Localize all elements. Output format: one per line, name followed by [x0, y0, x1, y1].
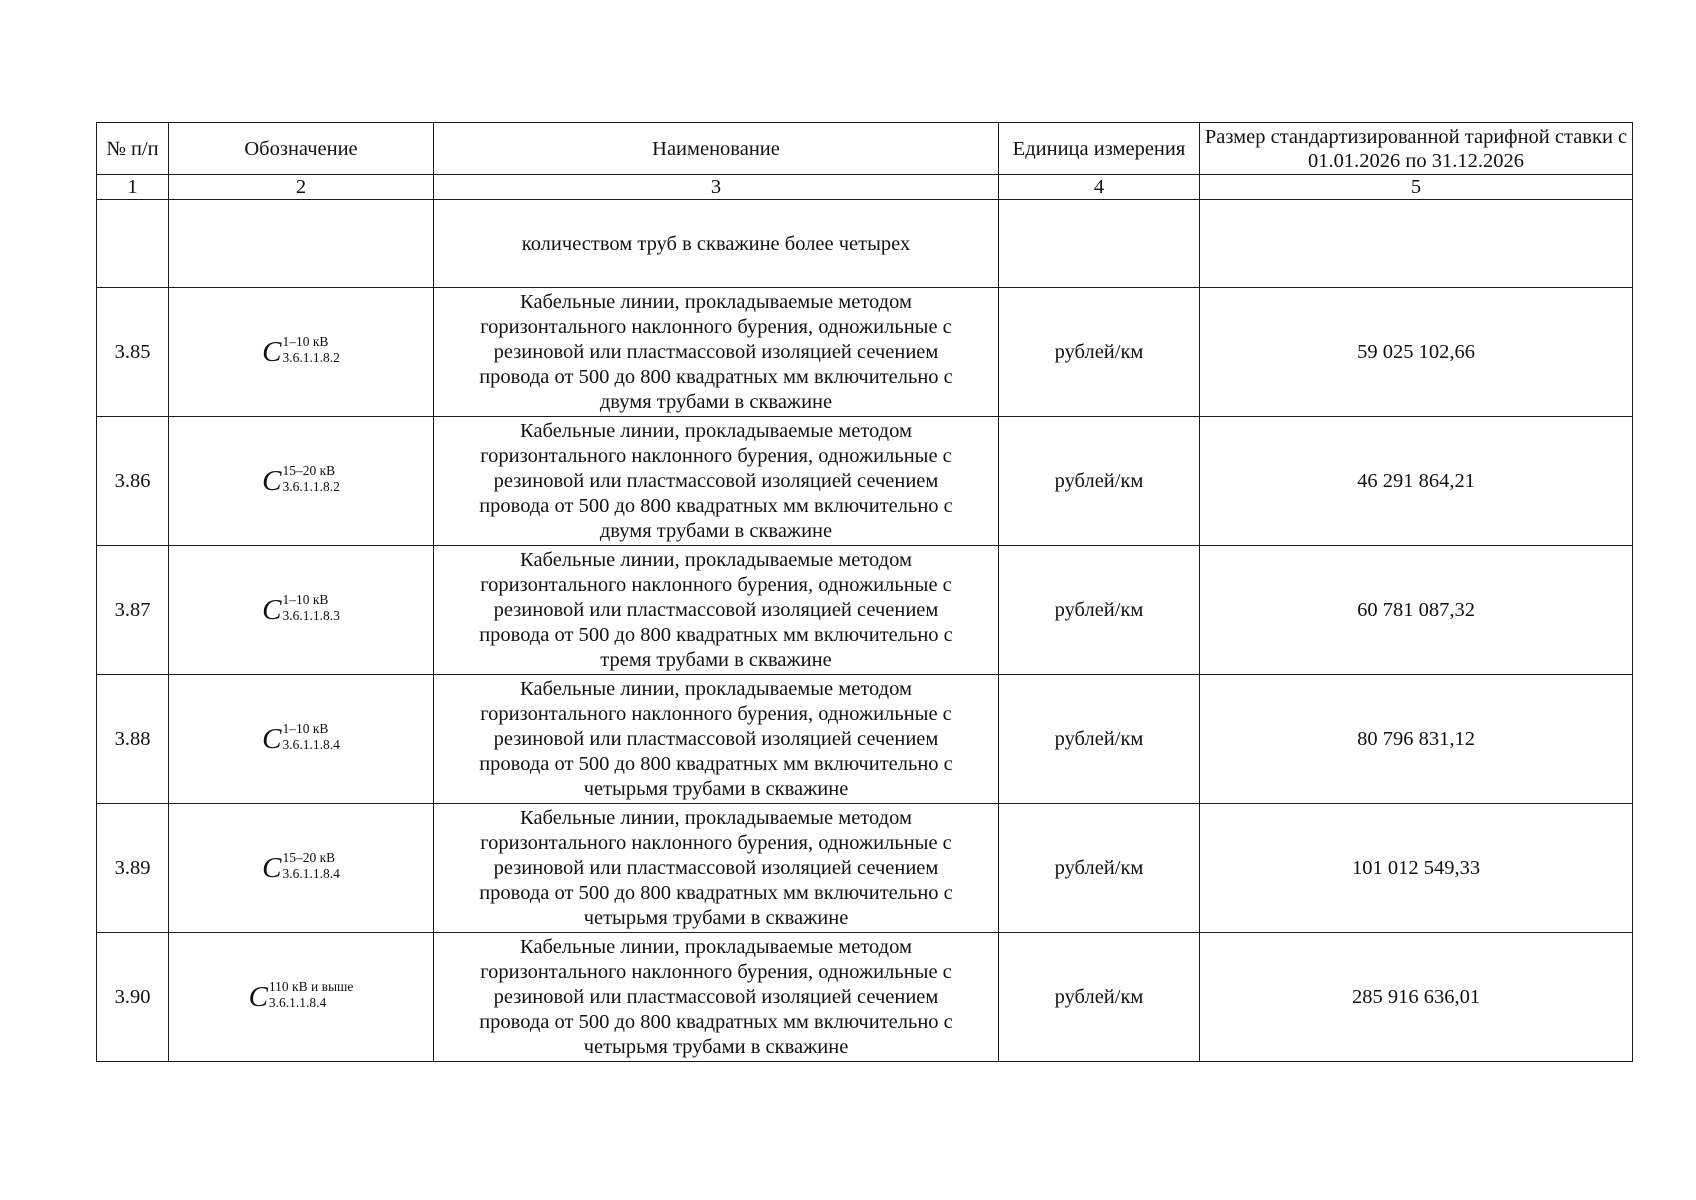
header-designation: Обозначение: [169, 123, 434, 175]
row-number: 3.86: [114, 469, 151, 492]
formula-symbol: C: [262, 465, 282, 497]
cell-name: [434, 804, 999, 933]
designation-formula: [262, 851, 340, 885]
cell-designation: [169, 804, 434, 933]
name-line: горизонтального наклонного бурения, одножильные с: [480, 831, 952, 854]
unit-text: рублей/км: [1054, 727, 1144, 750]
name-line: четырьмя трубами в скважине: [583, 1035, 849, 1058]
name-line: четырьмя трубами в скважине: [583, 777, 849, 800]
column-number: 5: [1200, 175, 1633, 200]
formula-superscript: 1–10 кВ: [282, 592, 329, 607]
designation-formula: [262, 464, 340, 498]
cell-rate: [1200, 675, 1633, 804]
name-line: горизонтального наклонного бурения, одножильные с: [480, 960, 952, 983]
cell-rate: [1200, 288, 1633, 417]
cell-number: [97, 675, 169, 804]
formula-subscript: 3.6.1.1.8.2: [282, 350, 340, 365]
column-number: 3: [434, 175, 999, 200]
unit-text: рублей/км: [1054, 598, 1144, 621]
header-number: № п/п: [97, 123, 169, 175]
name-line: резиновой или пластмассовой изоляцией сечением: [493, 340, 939, 363]
cell-unit: [999, 675, 1200, 804]
formula-superscript: 1–10 кВ: [282, 721, 329, 736]
formula-symbol: C: [262, 336, 282, 368]
designation-formula: [249, 980, 354, 1014]
name-line: резиновой или пластмассовой изоляцией сечением: [493, 985, 939, 1008]
cell-rate: [1200, 417, 1633, 546]
cell-designation: [169, 675, 434, 804]
cell-number: [97, 804, 169, 933]
formula-subscript: 3.6.1.1.8.4: [268, 995, 327, 1010]
formula-subscript: 3.6.1.1.8.4: [282, 737, 340, 752]
rate-value: 285 916 636,01: [1351, 985, 1481, 1008]
name-line: провода от 500 до 800 квадратных мм включительно с: [479, 494, 953, 517]
name-line: Кабельные линии, прокладываемые методом: [520, 806, 912, 829]
row-number: 3.88: [114, 727, 151, 750]
name-line: Кабельные линии, прокладываемые методом: [520, 419, 912, 442]
row-number: 3.87: [114, 598, 151, 621]
name-line: резиновой или пластмассовой изоляцией сечением: [493, 856, 939, 879]
cell-rate: [1200, 546, 1633, 675]
name-line: резиновой или пластмассовой изоляцией сечением: [493, 469, 939, 492]
cell-name: [434, 546, 999, 675]
name-line: горизонтального наклонного бурения, одножильные с: [480, 315, 952, 338]
column-number: 2: [169, 175, 434, 200]
row-number: 3.90: [114, 985, 151, 1008]
unit-text: рублей/км: [1054, 469, 1144, 492]
formula-superscript: 15–20 кВ: [282, 850, 336, 865]
name-line: четырьмя трубами в скважине: [583, 906, 849, 929]
cell-unit: [999, 288, 1200, 417]
name-line: провода от 500 до 800 квадратных мм включительно с: [479, 623, 953, 646]
cell-name: [434, 417, 999, 546]
name-line: горизонтального наклонного бурения, одножильные с: [480, 444, 952, 467]
cell-rate: [1200, 804, 1633, 933]
cell-rate: [1200, 933, 1633, 1062]
formula-symbol: C: [262, 594, 282, 626]
formula-symbol: C: [262, 723, 282, 755]
table-row: [97, 675, 1633, 804]
cell-designation: [169, 417, 434, 546]
table-row: [97, 933, 1633, 1062]
name-line: резиновой или пластмассовой изоляцией сечением: [493, 598, 939, 621]
cell-number: [97, 288, 169, 417]
table-row: [97, 417, 1633, 546]
name-line: провода от 500 до 800 квадратных мм включительно с: [479, 1010, 953, 1033]
designation-formula: [262, 335, 340, 369]
cell-name: [434, 288, 999, 417]
rate-value: 59 025 102,66: [1357, 340, 1475, 363]
column-number: 4: [999, 175, 1200, 200]
name-line: провода от 500 до 800 квадратных мм включительно с: [479, 365, 953, 388]
cell-designation: [169, 288, 434, 417]
formula-symbol: C: [262, 852, 282, 884]
designation-formula: [262, 593, 340, 627]
name-line: провода от 500 до 800 квадратных мм включительно с: [479, 752, 953, 775]
name-line: Кабельные линии, прокладываемые методом: [520, 935, 912, 958]
formula-superscript: 15–20 кВ: [282, 463, 336, 478]
rate-value: 101 012 549,33: [1351, 856, 1481, 879]
formula-subscript: 3.6.1.1.8.3: [282, 608, 340, 623]
name-line: тремя трубами в скважине: [600, 648, 832, 671]
name-line: горизонтального наклонного бурения, одножильные с: [480, 573, 952, 596]
header-unit: Единица измерения: [999, 123, 1200, 175]
formula-superscript: 110 кВ и выше: [268, 979, 354, 994]
cell-name: количеством труб в скважине более четырех: [434, 200, 999, 288]
cell-rate: [1200, 200, 1633, 288]
name-line: горизонтального наклонного бурения, одножильные с: [480, 702, 952, 725]
cell-number: [97, 546, 169, 675]
table-row: [97, 546, 1633, 675]
name-line: провода от 500 до 800 квадратных мм включительно с: [479, 881, 953, 904]
cell-number: [97, 417, 169, 546]
header-row: [97, 123, 1633, 175]
row-number: 3.89: [114, 856, 151, 879]
header-name: Наименование: [434, 123, 999, 175]
cell-name: [434, 933, 999, 1062]
cell-unit: [999, 417, 1200, 546]
rate-value: 46 291 864,21: [1357, 469, 1475, 492]
formula-subscript: 3.6.1.1.8.4: [282, 866, 340, 881]
name-line: двумя трубами в скважине: [599, 519, 833, 542]
cell-unit: [999, 804, 1200, 933]
table-row: [97, 804, 1633, 933]
designation-formula: [262, 722, 340, 756]
cell-designation: [169, 933, 434, 1062]
name-line: двумя трубами в скважине: [599, 390, 833, 413]
column-number: 1: [97, 175, 169, 200]
unit-text: рублей/км: [1054, 856, 1144, 879]
rate-value: 60 781 087,32: [1357, 598, 1475, 621]
cell-designation: [169, 546, 434, 675]
cell-number: [97, 200, 169, 288]
cell-designation: [169, 200, 434, 288]
cell-name: [434, 675, 999, 804]
row-number: 3.85: [114, 340, 151, 363]
name-line: Кабельные линии, прокладываемые методом: [520, 290, 912, 313]
cell-number: [97, 933, 169, 1062]
table-row: [97, 288, 1633, 417]
unit-text: рублей/км: [1054, 340, 1144, 363]
cell-unit: [999, 933, 1200, 1062]
formula-subscript: 3.6.1.1.8.2: [282, 479, 340, 494]
continuation-row: [97, 200, 1633, 288]
formula-superscript: 1–10 кВ: [282, 334, 329, 349]
cell-unit: [999, 200, 1200, 288]
column-number-row: [97, 175, 1633, 200]
formula-symbol: C: [248, 981, 268, 1013]
name-line: Кабельные линии, прокладываемые методом: [520, 548, 912, 571]
rate-value: 80 796 831,12: [1357, 727, 1475, 750]
name-line: Кабельные линии, прокладываемые методом: [520, 677, 912, 700]
cell-unit: [999, 546, 1200, 675]
tariff-table: [96, 122, 1633, 1062]
header-rate: Размер стандартизированной тарифной ставки с 01.01.2026 по 31.12.2026: [1200, 123, 1633, 175]
name-line: резиновой или пластмассовой изоляцией сечением: [493, 727, 939, 750]
unit-text: рублей/км: [1054, 985, 1144, 1008]
